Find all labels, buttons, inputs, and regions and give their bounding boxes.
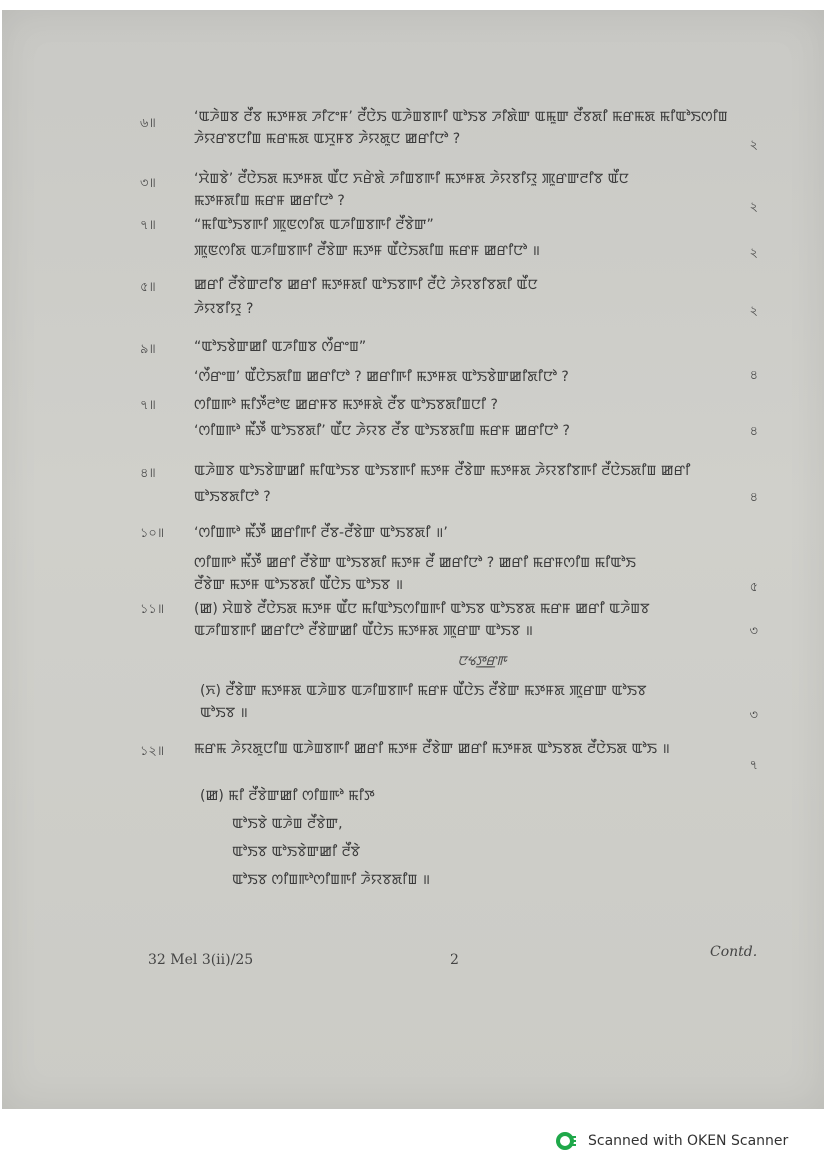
continued-label: Contd. xyxy=(710,944,758,960)
question-number: ৬॥ xyxy=(140,116,156,131)
question-line: ꯑꯍꯥꯡꯕ ꯑꯣꯏꯕꯥꯛꯀꯤ ꯃꯤꯑꯣꯏꯕ ꯑꯣꯏꯕꯒꯤ ꯃꯇꯝ ꯂꯩꯕꯥꯛ ꯃꯇꯝꯗ ꯍꯥꯌꯕꯤꯕꯒꯤ ꯂꯩꯅꯥꯏꯗꯤꯡ ꯀꯔꯤ xyxy=(194,463,691,479)
poem-line: ꯑꯣꯏꯕ ꯁꯤꯡꯒꯣꯁꯤꯡꯒꯤ ꯍꯥꯌꯕꯗꯤꯡ ॥ xyxy=(232,872,431,888)
question-marks: ৪ xyxy=(749,424,758,439)
question-number: ৩॥ xyxy=(140,176,156,191)
question-line: “ꯃꯤꯑꯣꯏꯕꯒꯤ ꯄꯨꯟꯁꯤꯗ ꯑꯍꯤꯡꯕꯒꯤ ꯂꯩꯕꯥꯛ” xyxy=(194,217,434,233)
question-number: ১২॥ xyxy=(140,744,165,759)
question-marks: ৪ xyxy=(749,368,758,383)
question-number: ৭॥ xyxy=(140,398,156,413)
question-line: ꯍꯥꯌꯔꯕꯅꯤꯡ ꯃꯔꯃꯗ ꯑꯆꯨꯝꯕ ꯍꯥꯌꯗꯨꯅ ꯀꯔꯤꯅꯣ ? xyxy=(194,131,461,147)
question-line: ꯂꯩꯕꯥꯛ ꯃꯇꯝ ꯑꯣꯏꯕꯗꯤ ꯑꯩꯅꯥꯏ ꯑꯣꯏꯕ ॥ xyxy=(194,577,404,593)
question-line: ꯃꯔꯃ ꯍꯥꯌꯗꯨꯅꯤꯡ ꯑꯍꯥꯡꯕꯒꯤ ꯀꯔꯤ ꯃꯇꯝ ꯂꯩꯕꯥꯛ ꯀꯔꯤ ꯃꯇꯝꯗ ꯑꯣꯏꯕꯗ ꯂꯩꯅꯥꯏꯗ ꯑꯣꯏ ॥ xyxy=(194,741,670,757)
question-line: ꯁꯤꯡꯒꯣ ꯃꯤꯇꯩꯂꯣꯟ ꯀꯔꯝꯕ ꯃꯇꯝꯗꯥ ꯂꯩꯕ ꯑꯣꯏꯕꯗꯤꯡꯅꯤ ? xyxy=(194,397,498,413)
question-line: “ꯑꯣꯏꯕꯥꯛꯀꯤ ꯑꯍꯤꯡꯕ ꯁꯩꯔꯦꯡ” xyxy=(194,339,367,355)
question-marks: ৪ xyxy=(749,490,758,505)
question-marks: ২ xyxy=(749,138,758,153)
question-marks: ৫ xyxy=(749,580,758,595)
question-marks: ২ xyxy=(749,200,758,215)
question-marks: ৭ xyxy=(749,758,758,773)
or-label: ꯅꯠꯇ꯭ꯔꯒ xyxy=(457,654,507,669)
question-line: ꯀꯔꯤ ꯂꯩꯕꯥꯛꯂꯤꯕ ꯀꯔꯤ ꯃꯇꯝꯗꯤ ꯑꯣꯏꯕꯒꯤ ꯂꯩꯅꯥ ꯍꯥꯌꯕꯤꯕꯗꯤ ꯑꯩꯅ xyxy=(194,277,538,293)
scanned-page xyxy=(2,10,824,1109)
paper-code: 32 Mel 3(ii)/25 xyxy=(148,952,254,968)
question-line: ꯁꯤꯡꯒꯣ ꯃꯩꯇꯩ ꯀꯔꯤ ꯂꯩꯕꯥꯛ ꯑꯣꯏꯕꯗꯤ ꯃꯇꯝ ꯂꯩ ꯀꯔꯤꯅꯣ ? ꯀꯔꯤ ꯃꯔꯝꯁꯤꯡ ꯃꯤꯑꯣꯏ xyxy=(194,555,636,571)
question-line: ꯍꯥꯌꯕꯤꯌꯨ ? xyxy=(194,301,254,317)
question-line: ‘ꯑꯍꯥꯡꯕ ꯂꯩꯕ ꯃꯇꯝꯗ ꯍꯤꯖꯦꯝ’ ꯂꯩꯅꯥꯏ ꯑꯍꯥꯡꯕꯒꯤ ꯑꯣꯏꯕ ꯍꯤꯗꯥꯛ ꯑꯃꯨꯛ ꯂꯩꯕꯗꯤ ꯃꯔꯃꯗ ꯃꯤꯑꯣꯏꯁꯤꯡ xyxy=(194,109,728,125)
question-line: ꯃꯇꯝꯗꯤꯡ ꯃꯔꯝ ꯀꯔꯤꯅꯣ ? xyxy=(194,193,345,209)
question-marks: ২ xyxy=(749,246,758,261)
question-marks: ২ xyxy=(749,304,758,319)
question-number: ৪॥ xyxy=(140,466,156,481)
question-marks: ৩ xyxy=(749,624,758,639)
question-number: ৭॥ xyxy=(140,218,156,233)
question-line: ‘ꯁꯤꯡꯒꯣ ꯃꯩꯇꯩ ꯀꯔꯤꯒꯤ ꯂꯩꯕ-ꯂꯩꯕꯥꯛ ꯑꯣꯏꯕꯗꯤ ॥’ xyxy=(194,525,448,541)
question-line: ‘ꯁꯤꯡꯒꯣ ꯃꯩꯇꯩ ꯑꯣꯏꯕꯗꯤ’ ꯑꯩꯅ ꯍꯥꯌꯕ ꯂꯩꯕ ꯑꯣꯏꯕꯗꯤꯡ ꯃꯔꯝ ꯀꯔꯤꯅꯣ ? xyxy=(194,423,570,439)
poem-line: ꯑꯣꯏꯕꯥ ꯑꯍꯥꯡ ꯂꯩꯕꯥꯛ, xyxy=(232,816,343,832)
question-number: ১০॥ xyxy=(140,526,165,541)
poem-block xyxy=(200,782,430,894)
question-line: (ꯈ) ꯂꯩꯕꯥꯛ ꯃꯇꯝꯗ ꯑꯍꯥꯡꯕ ꯑꯍꯤꯡꯕꯒꯤ ꯃꯔꯝ ꯑꯩꯅꯥꯏ ꯂꯩꯕꯥꯛ ꯃꯇꯝꯗ ꯄꯨꯔꯛ ꯑꯣꯏꯕ xyxy=(200,683,647,699)
question-line: ‘ꯁꯩꯔꯦꯡ’ ꯑꯩꯅꯥꯏꯗꯤꯡ ꯀꯔꯤꯅꯣ ? ꯀꯔꯤꯒꯤ ꯃꯇꯝꯗ ꯑꯣꯏꯕꯥꯛꯀꯤꯗꯤꯅꯣ ? xyxy=(194,369,569,385)
question-number: ৫॥ xyxy=(140,280,156,295)
question-line: (ꯀ) ꯆꯥꯡꯕꯥ ꯂꯩꯅꯥꯏꯗ ꯃꯇꯝ ꯑꯩꯅ ꯃꯤꯑꯣꯏꯁꯤꯡꯒꯤ ꯑꯣꯏꯕ ꯑꯣꯏꯕꯗ ꯃꯔꯝ ꯀꯔꯤ ꯑꯍꯥꯡꯕ xyxy=(194,601,650,617)
oken-logo-icon xyxy=(556,1130,578,1152)
scanner-watermark xyxy=(556,1130,788,1152)
question-number: ১১॥ xyxy=(140,602,165,617)
question-number: ৯॥ xyxy=(140,342,156,357)
question-marks: ৩ xyxy=(749,708,758,723)
question-line: ‘ꯆꯥꯡꯕꯥ’ ꯂꯩꯅꯥꯏꯗ ꯃꯇꯝꯗ ꯑꯩꯅ ꯈꯔꯥꯗꯥ ꯍꯤꯡꯕꯒꯤ ꯃꯇꯝꯗ ꯍꯥꯌꯕꯤꯌꯨ ꯄꯨꯔꯛꯂꯤꯕ ꯑꯩꯅ xyxy=(194,171,629,187)
page-number: 2 xyxy=(450,952,459,968)
scanner-label: Scanned with OKEN Scanner xyxy=(588,1133,789,1149)
question-line: ꯑꯣꯏꯕꯗꯤꯅꯣ ? xyxy=(194,489,271,505)
question-line: ꯑꯣꯏꯕ ॥ xyxy=(200,705,248,721)
poem-intro: (ꯀ) ꯃꯤ ꯂꯩꯕꯥꯛꯀꯤ ꯁꯤꯡꯒꯣ ꯃꯤꯇ xyxy=(200,788,375,804)
question-line: ꯄꯨꯟꯁꯤꯗ ꯑꯍꯤꯡꯕꯒꯤ ꯂꯩꯕꯥꯛ ꯃꯇꯝ ꯑꯩꯅꯥꯏꯗꯤꯡ ꯃꯔꯝ ꯀꯔꯤꯅꯣ ॥ xyxy=(194,243,541,259)
question-line: ꯑꯍꯤꯡꯕꯒꯤ ꯀꯔꯤꯅꯣ ꯂꯩꯕꯥꯛꯀꯤ ꯑꯩꯅꯥꯏ ꯃꯇꯝꯗ ꯄꯨꯔꯛ ꯑꯣꯏꯕ ॥ xyxy=(194,623,534,639)
poem-line: ꯑꯣꯏꯕ ꯑꯣꯏꯕꯥꯛꯀꯤ ꯂꯩꯕꯥ xyxy=(232,844,361,860)
